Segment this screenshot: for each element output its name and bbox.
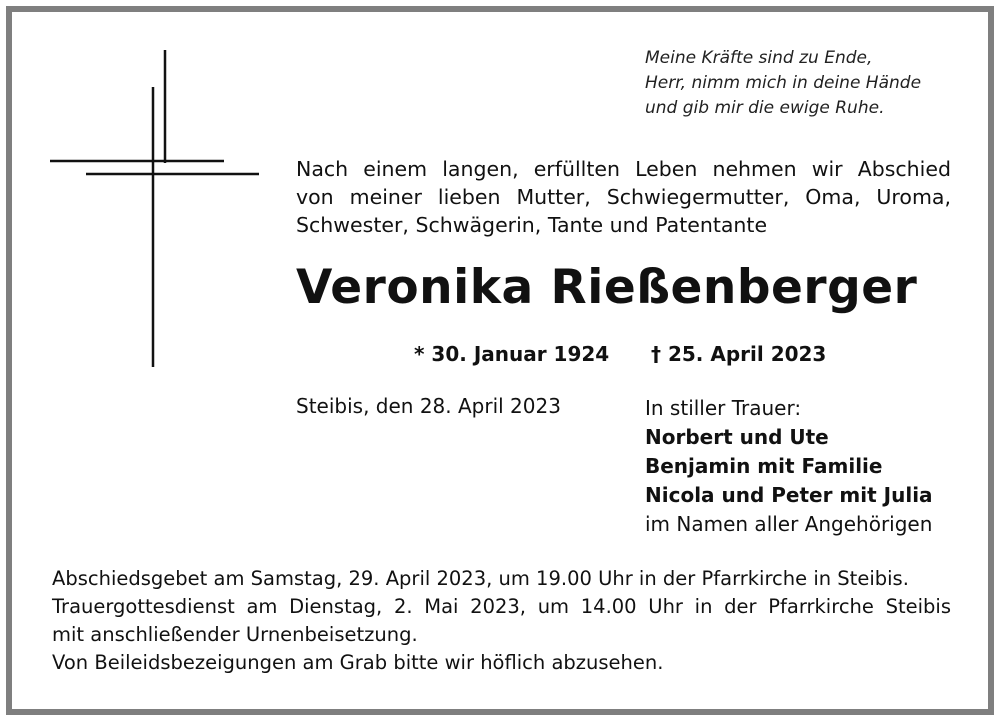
notice-line: Abschiedsgebet am Samstag, 29. April 2023, um 19.00 Uhr in der Pfarrkirche in Steibis. xyxy=(52,567,909,590)
notice-line: Von Beileidsbezeigungen am Grab bitte wir höflich abzusehen. xyxy=(52,651,664,674)
death-date: † 25. April 2023 xyxy=(651,342,827,366)
intro-line: Nach einem langen, erfüllten Leben nehmen wir Abschied xyxy=(296,157,951,181)
mourner-name: Nicola und Peter mit Julia xyxy=(645,483,933,507)
verse-line: und gib mir die ewige Ruhe. xyxy=(645,98,885,118)
intro-text xyxy=(296,155,951,239)
birth-date: * 30. Januar 1924 xyxy=(414,342,610,366)
verse-line: Meine Kräfte sind zu Ende, xyxy=(645,48,873,68)
notice-line: Trauergottesdienst am Dienstag, 2. Mai 2023, um 14.00 Uhr in der Pfarrkirche Steibis xyxy=(52,595,951,618)
mourner-name: Norbert und Ute xyxy=(645,425,829,449)
place-and-date: Steibis, den 28. April 2023 xyxy=(296,394,561,418)
mourner-name: Benjamin mit Familie xyxy=(645,454,883,478)
mourners-heading: In stiller Trauer: xyxy=(645,396,802,420)
verse-line: Herr, nimm mich in deine Hände xyxy=(645,73,922,93)
intro-line: von meiner lieben Mutter, Schwiegermutter, Oma, Uroma, xyxy=(296,185,951,209)
mourners-block xyxy=(645,394,933,539)
notice-line: mit anschließender Urnenbeisetzung. xyxy=(52,623,418,646)
intro-line: Schwester, Schwägerin, Tante und Patentante xyxy=(296,213,768,237)
bible-verse xyxy=(645,46,921,121)
service-notice xyxy=(52,565,951,677)
deceased-name: Veronika Rießenberger xyxy=(296,260,918,315)
mourners-closing: im Namen aller Angehörigen xyxy=(645,512,933,536)
